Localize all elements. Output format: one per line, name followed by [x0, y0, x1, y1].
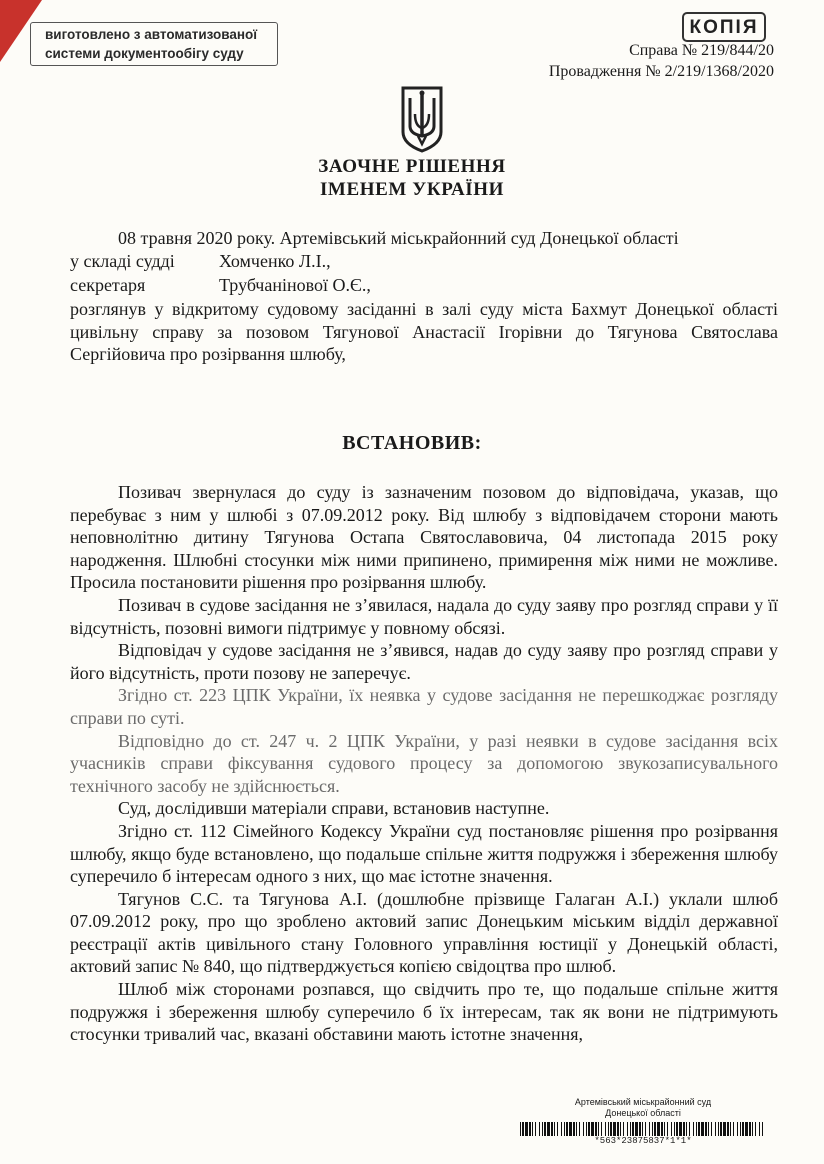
case-numbers — [549, 40, 774, 82]
established-heading: ВСТАНОВИВ: — [342, 432, 482, 454]
proceeding-number: Провадження № 2/219/1368/2020 — [548, 63, 774, 80]
court-footer — [520, 1097, 766, 1119]
tryzub-emblem-icon — [398, 84, 446, 154]
body-paragraph: Згідно ст. 223 ЦПК України, їх неявка у судове засідання не перешкоджає розгляду справи по суті. — [70, 685, 778, 728]
barcode-number: *563*23875837*1*1* — [594, 1136, 692, 1146]
body-paragraph: Позивач в судове засідання не з’явилася, надала до суду заяву про розгляд справи у її відсутність, позовні вимоги підтримує у повному обсязі. — [70, 594, 778, 638]
document-barcode — [520, 1122, 766, 1136]
considered-paragraph — [70, 298, 778, 366]
body-paragraph: Шлюб між сторонами розпався, що свідчить про те, що подальше спільне життя подружжя і збереження шлюбу суперечило б їх інтересам, так як вони не підтримують стосунки тривалий час, вказані обставини мають істотне значення, — [70, 979, 778, 1045]
body-paragraph: Суд, дослідивши матеріали справи, встановив наступне. — [118, 798, 550, 819]
decision-subtitle: ІМЕНЕМ УКРАЇНИ — [319, 179, 505, 200]
copy-stamp: КОПІЯ — [682, 12, 766, 42]
date-line: 08 травня 2020 року. Артемівський міськрайонний суд Донецької області — [118, 228, 679, 248]
case-number: Справа № 219/844/20 — [629, 42, 774, 59]
court-name: Артемівський міськрайонний суд — [574, 1097, 712, 1107]
stamp-line-1: виготовлено з автоматизованої — [45, 27, 258, 42]
secretary-label: секретаря — [70, 275, 146, 295]
decision-body — [70, 481, 778, 1046]
stamp-line-2: системи документообігу суду — [45, 46, 244, 61]
decision-title: ЗАОЧНЕ РІШЕННЯ — [318, 156, 506, 177]
body-paragraph: Позивач звернулася до суду із зазначеним позовом до відповідача, указав, що перебуває з ним у шлюбі з 07.09.2012 року. Від шлюбу з відповідачем сторони мають неповнолітню дитину Тягунова Остапа Святославовича, 04 листопада 2015 року народження. Шлюбні стосунки між ними припинено, примирення між ними не можливе. Просила постановити рішення про розірвання шлюбу. — [70, 482, 778, 593]
judge-name: Хомченко Л.І., — [219, 251, 331, 271]
automated-system-stamp — [30, 22, 278, 66]
judge-label: у складі судді — [70, 251, 175, 271]
secretary-name: Трубчанінової О.Є., — [219, 275, 371, 295]
body-paragraph: Відповідно до ст. 247 ч. 2 ЦПК України, у разі неявки в судове засідання всіх учасників справи фіксування судового процесу за допомогою звукозаписувального технічного засобу не здійснюється. — [70, 730, 778, 796]
court-region: Донецької області — [605, 1108, 681, 1118]
considered-text: розглянув у відкритому судовому засіданні в залі суду міста Бахмут Донецької області цивільну справу за позовом Тягунової Анастасії Ігорівни до Тягунова Святослава Сергійовича про розірвання шлюбу, — [70, 299, 778, 365]
body-paragraph: Відповідач у судове засідання не з’явився, надав до суду заяву про розгляд справи у його відсутність, проти позову не заперечує. — [70, 640, 778, 683]
body-paragraph: Згідно ст. 112 Сімейного Кодексу України суд постановляє рішення про розірвання шлюбу, якщо буде встановлено, що подальше спільне життя подружжя і збереження шлюбу суперечило б інтересам одного з них, що має істотне значення. — [70, 820, 778, 887]
body-paragraph: Тягунов С.С. та Тягунова А.І. (дошлюбне прізвище Галаган А.І.) уклали шлюб 07.09.2012 року, про що зроблено актовий запис Донецьким міським відділ державної реєстрації актів цивільного стану Головного управління юстиції у Донецькій області, актовий запис № 840, що підтверджується копією свідоцтва про шлюб. — [70, 888, 778, 977]
